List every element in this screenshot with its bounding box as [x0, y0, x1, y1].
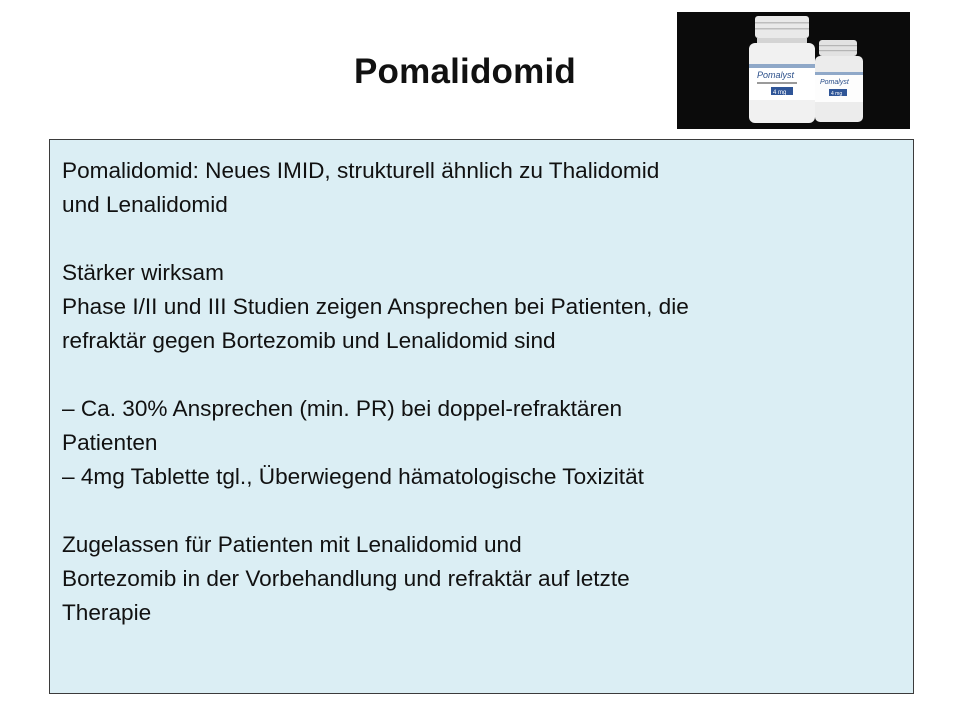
small-bottle	[815, 40, 863, 122]
spacer	[62, 222, 901, 256]
studies-line-2: refraktär gegen Bortezomib und Lenalidomid sind	[62, 328, 556, 353]
studies-line-1: Phase I/II und III Studien zeigen Ansprechen bei Patienten, die	[62, 294, 689, 319]
small-bottle-dose-text: 4 mg	[831, 91, 843, 97]
bullet-2: – 4mg Tablette tgl., Überwiegend hämatologische Toxizität	[62, 464, 644, 489]
point-stronger: Stärker wirksam	[62, 260, 224, 285]
bullet-1-line-1: – Ca. 30% Ansprechen (min. PR) bei doppel-refraktären	[62, 396, 623, 421]
spacer	[62, 358, 901, 392]
large-bottle-dose-text: 4 mg	[773, 90, 787, 96]
bullet-1-line-2: Patienten	[62, 430, 158, 455]
medication-bottles-photo	[677, 12, 910, 129]
intro-line-1: Pomalidomid: Neues IMID, strukturell ähnlich zu Thalidomid	[62, 158, 660, 183]
approval-line-1: Zugelassen für Patienten mit Lenalidomid und	[62, 532, 522, 557]
content-box	[49, 139, 914, 694]
large-bottle	[749, 16, 815, 123]
small-bottle-brand-text: Pomalyst	[820, 79, 849, 86]
large-bottle-brand-text: Pomalyst	[757, 70, 795, 80]
slide-title: Pomalidomid	[354, 52, 576, 91]
approval-line-2: Bortezomib in der Vorbehandlung und refraktär auf letzte	[62, 566, 630, 591]
intro-line-2: und Lenalidomid	[62, 192, 228, 217]
spacer	[62, 494, 901, 528]
approval-line-3: Therapie	[62, 600, 152, 625]
pill-bottles-illustration	[677, 12, 910, 129]
